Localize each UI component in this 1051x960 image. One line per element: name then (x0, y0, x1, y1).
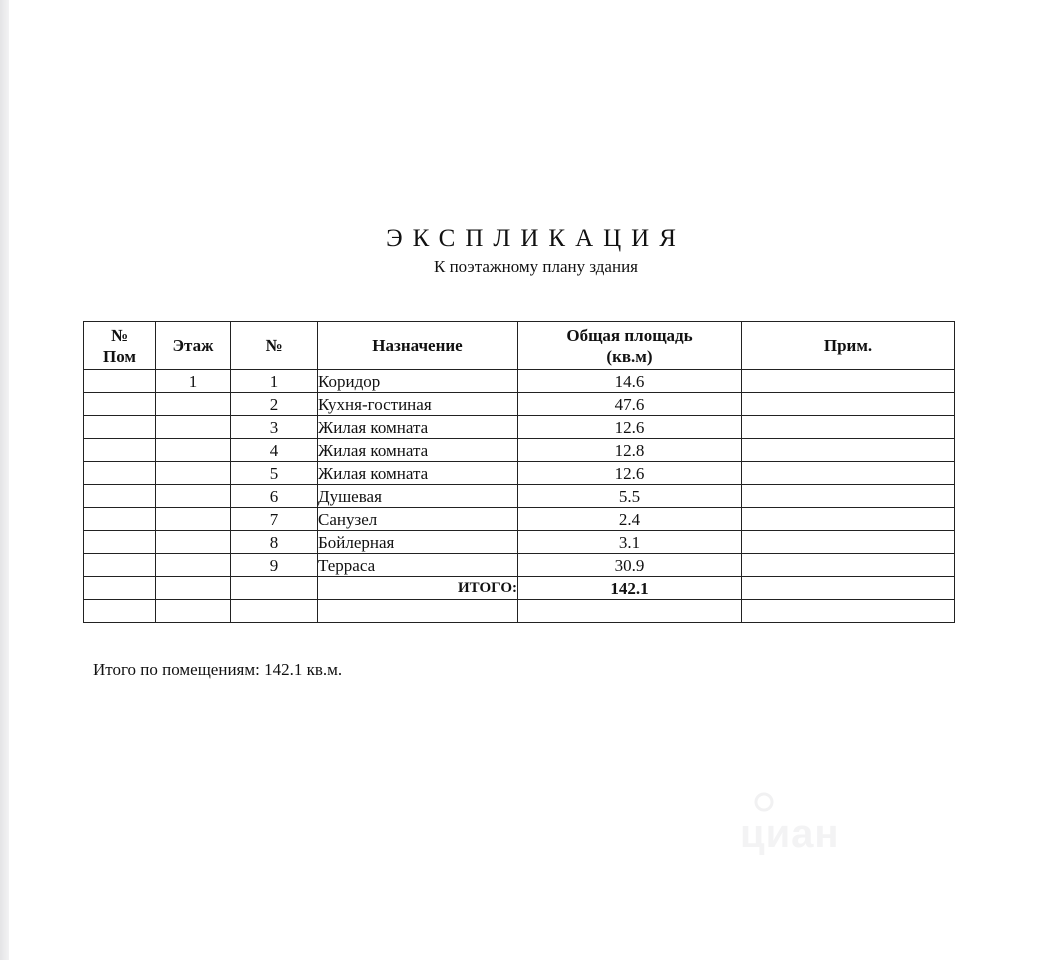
cell-floor (156, 462, 231, 485)
cell-note (742, 462, 955, 485)
table-header-row (84, 322, 955, 370)
cell-pom (84, 531, 156, 554)
header-room-number: № (231, 322, 318, 370)
cell-note (742, 370, 955, 393)
header-floor: Этаж (156, 322, 231, 370)
header-pom (84, 322, 156, 370)
cell-floor (156, 554, 231, 577)
cell-floor (156, 485, 231, 508)
header-purpose: Назначение (318, 322, 518, 370)
cell-area: 12.6 (518, 462, 742, 485)
cell-area: 5.5 (518, 485, 742, 508)
cell-area: 12.6 (518, 416, 742, 439)
cell-purpose: Душевая (318, 485, 518, 508)
table-row (84, 485, 955, 508)
watermark (740, 790, 940, 860)
cell-area: 14.6 (518, 370, 742, 393)
cell-empty (231, 577, 318, 600)
cell-room-number: 2 (231, 393, 318, 416)
cell-room-number: 6 (231, 485, 318, 508)
cell-empty (742, 577, 955, 600)
cell-floor (156, 416, 231, 439)
cell-empty (518, 600, 742, 623)
cell-purpose: Коридор (318, 370, 518, 393)
table-row (84, 462, 955, 485)
table-total-row (84, 577, 955, 600)
cell-note (742, 416, 955, 439)
cell-room-number: 8 (231, 531, 318, 554)
cell-empty (742, 600, 955, 623)
table-row (84, 531, 955, 554)
cell-note (742, 439, 955, 462)
cell-purpose: Кухня-гостиная (318, 393, 518, 416)
header-pom-line2: Пом (103, 346, 136, 366)
area-summary: Итого по помещениям: 142.1 кв.м. (93, 660, 343, 679)
cell-pom (84, 485, 156, 508)
table-row (84, 508, 955, 531)
cell-floor (156, 393, 231, 416)
cell-room-number: 4 (231, 439, 318, 462)
cell-pom (84, 370, 156, 393)
cell-area: 47.6 (518, 393, 742, 416)
cell-empty (156, 577, 231, 600)
cell-note (742, 393, 955, 416)
cell-purpose: Жилая комната (318, 416, 518, 439)
document-title: ЭКСПЛИКАЦИЯ (386, 225, 686, 252)
cell-purpose: Жилая комната (318, 439, 518, 462)
cell-floor (156, 508, 231, 531)
cell-pom (84, 508, 156, 531)
cell-pom (84, 393, 156, 416)
cell-pom (84, 462, 156, 485)
cell-floor (156, 531, 231, 554)
cell-room-number: 7 (231, 508, 318, 531)
cell-purpose: Санузел (318, 508, 518, 531)
cell-empty (318, 600, 518, 623)
cell-empty (84, 577, 156, 600)
cell-area: 30.9 (518, 554, 742, 577)
table-row (84, 416, 955, 439)
header-pom-line1: № (110, 325, 129, 345)
cell-note (742, 508, 955, 531)
cell-room-number: 3 (231, 416, 318, 439)
watermark-text: циан (740, 812, 840, 856)
cell-empty (84, 600, 156, 623)
cell-note (742, 554, 955, 577)
cell-area: 2.4 (518, 508, 742, 531)
table-row (84, 554, 955, 577)
header-area-line2: (кв.м) (606, 346, 653, 366)
cell-empty (231, 600, 318, 623)
table-row (84, 439, 955, 462)
page-edge-shadow (0, 0, 9, 960)
table-row (84, 393, 955, 416)
cell-area: 3.1 (518, 531, 742, 554)
cell-floor: 1 (156, 370, 231, 393)
cell-note (742, 485, 955, 508)
document-subtitle: К поэтажному плану здания (434, 257, 638, 276)
cell-note (742, 531, 955, 554)
cell-room-number: 5 (231, 462, 318, 485)
cell-pom (84, 554, 156, 577)
cell-floor (156, 439, 231, 462)
cell-room-number: 1 (231, 370, 318, 393)
total-label: ИТОГО: (318, 577, 518, 600)
cell-room-number: 9 (231, 554, 318, 577)
header-area-line1: Общая площадь (566, 325, 693, 345)
cell-pom (84, 416, 156, 439)
cell-purpose: Терраса (318, 554, 518, 577)
header-area (518, 322, 742, 370)
header-note: Прим. (742, 322, 955, 370)
total-value: 142.1 (518, 577, 742, 600)
cell-purpose: Жилая комната (318, 462, 518, 485)
table-empty-row (84, 600, 955, 623)
cell-area: 12.8 (518, 439, 742, 462)
cell-pom (84, 439, 156, 462)
explication-table (83, 321, 955, 623)
cell-empty (156, 600, 231, 623)
table-row (84, 370, 955, 393)
cell-purpose: Бойлерная (318, 531, 518, 554)
